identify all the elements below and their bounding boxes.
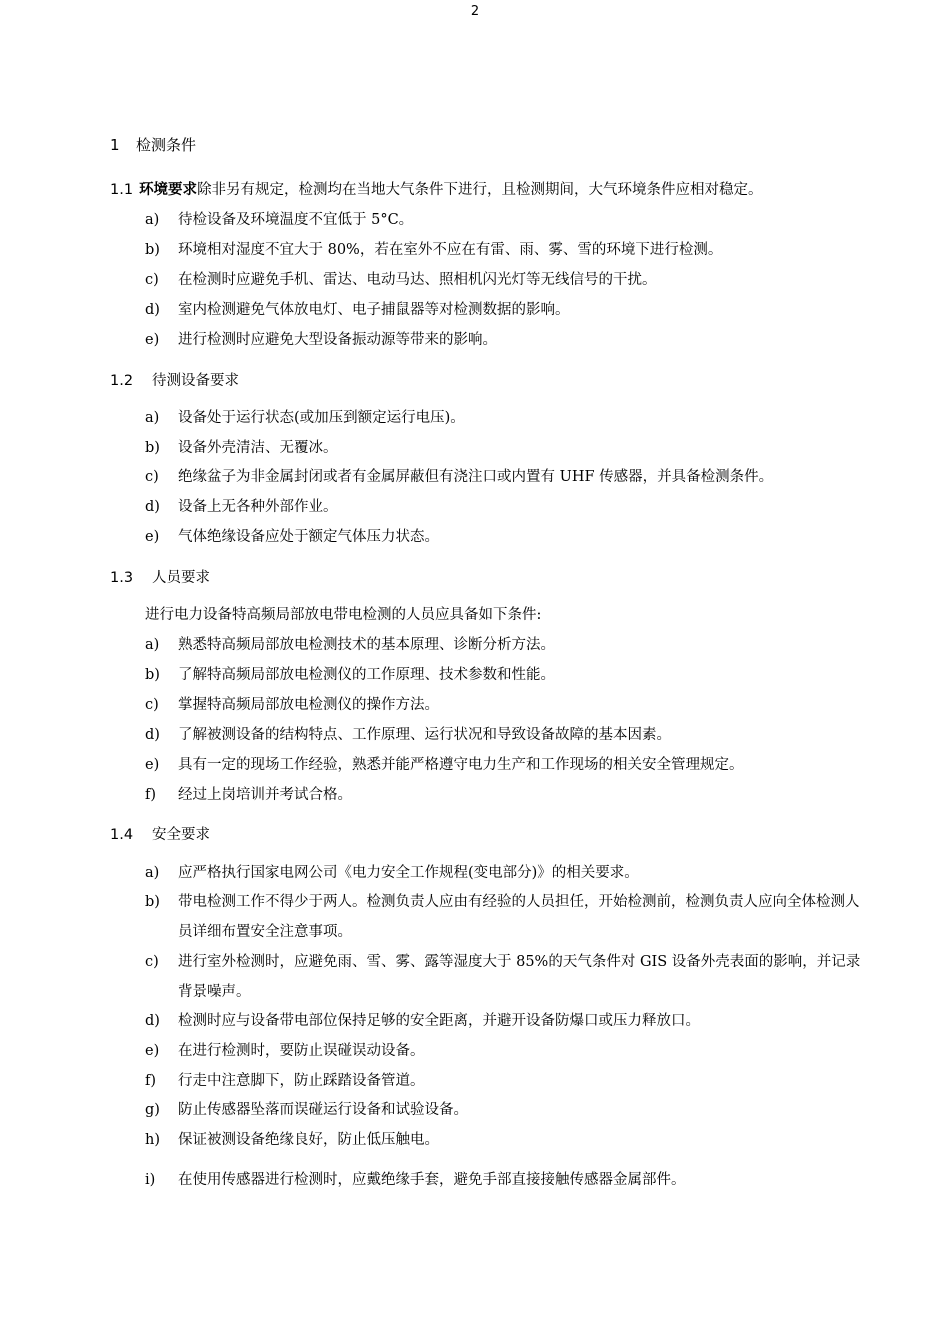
list-item: e) 具有一定的现场工作经验，熟悉并能严格遵守电力生产和工作现场的相关安全管理规定。 — [145, 757, 744, 773]
list-item: i) 在使用传感器进行检测时，应戴绝缘手套，避免手部直接接触传感器金属部件。 — [145, 1172, 686, 1188]
list-item: h) 保证被测设备绝缘良好，防止低压触电。 — [145, 1132, 439, 1148]
section-number: 1.4 — [110, 827, 134, 843]
list-item: d) 设备上无各种外部作业。 — [145, 499, 338, 515]
section-title: 环境要求 — [139, 182, 198, 198]
list-item: b) 设备外壳清洁、无覆冰。 — [145, 440, 338, 456]
list-item: d) 了解被测设备的结构特点、工作原理、运行状况和导致设备故障的基本因素。 — [145, 727, 671, 743]
list-item: c) 在检测时应避免手机、雷达、电动马达、照相机闪光灯等无线信号的干扰。 — [145, 272, 657, 288]
list-item: e) 在进行检测时，要防止误碰误动设备。 — [145, 1043, 425, 1059]
list-item: d) 检测时应与设备带电部位保持足够的安全距离，并避开设备防爆口或压力释放口。 — [145, 1013, 700, 1029]
list-item: d) 室内检测避免气体放电灯、电子捕鼠器等对检测数据的影响。 — [145, 302, 570, 318]
list-item: c) 掌握特高频局部放电检测仪的操作方法。 — [145, 697, 439, 713]
section-heading-1 — [110, 134, 196, 155]
list-item: e) 气体绝缘设备应处于额定气体压力状态。 — [145, 529, 439, 545]
section-title: 安全要求 — [152, 827, 210, 843]
section-title: 待测设备要求 — [152, 373, 239, 389]
section-heading-1-1 — [110, 178, 763, 199]
list-item: b) 环境相对湿度不宜大于 80%，若在室外不应在有雷、雨、雾、雪的环境下进行检测。 — [145, 242, 723, 258]
page-number: 2 — [470, 4, 480, 19]
section-intro: 进行电力设备特高频局部放电带电检测的人员应具备如下条件: — [145, 607, 542, 623]
section-number: 1.3 — [110, 570, 134, 586]
list-item: a) 设备处于运行状态(或加压到额定运行电压)。 — [145, 410, 465, 426]
section-title: 检测条件 — [136, 136, 197, 154]
list-item: a) 熟悉特高频局部放电检测技术的基本原理、诊断分析方法。 — [145, 637, 555, 653]
section-number: 1.1 — [110, 182, 134, 198]
section-number: 1.2 — [110, 373, 134, 389]
list-item: g) 防止传感器坠落而误碰运行设备和试验设备。 — [145, 1102, 468, 1118]
list-item: e) 进行检测时应避免大型设备振动源等带来的影响。 — [145, 332, 497, 348]
list-item: c) 进行室外检测时，应避免雨、雪、雾、露等湿度大于 85%的天气条件对 GIS 设备外壳表面的影响，并记录背景噪声。 — [145, 954, 861, 1000]
section-heading-1-3 — [110, 566, 210, 587]
list-item: b) 带电检测工作不得少于两人。检测负责人应由有经验的人员担任，开始检测前，检测负责人应向全体检测人员详细布置安全注意事项。 — [145, 894, 860, 940]
list-item: a) 应严格执行国家电网公司《电力安全工作规程(变电部分)》的相关要求。 — [145, 865, 639, 881]
section-heading-1-2 — [110, 369, 239, 390]
section-text: 除非另有规定，检测均在当地大气条件下进行，且检测期间，大气环境条件应相对稳定。 — [197, 182, 763, 198]
list-item: f) 行走中注意脚下，防止踩踏设备管道。 — [145, 1073, 425, 1089]
section-number: 1 — [110, 136, 120, 154]
section-heading-1-4 — [110, 823, 210, 844]
list-item: b) 了解特高频局部放电检测仪的工作原理、技术参数和性能。 — [145, 667, 555, 683]
list-item: f) 经过上岗培训并考试合格。 — [145, 787, 352, 803]
list-item: c) 绝缘盆子为非金属封闭或者有金属屏蔽但有浇注口或内置有 UHF 传感器，并具备检测条件。 — [145, 469, 774, 485]
section-title: 人员要求 — [152, 570, 210, 586]
list-item: a) 待检设备及环境温度不宜低于 5°C。 — [145, 212, 414, 228]
